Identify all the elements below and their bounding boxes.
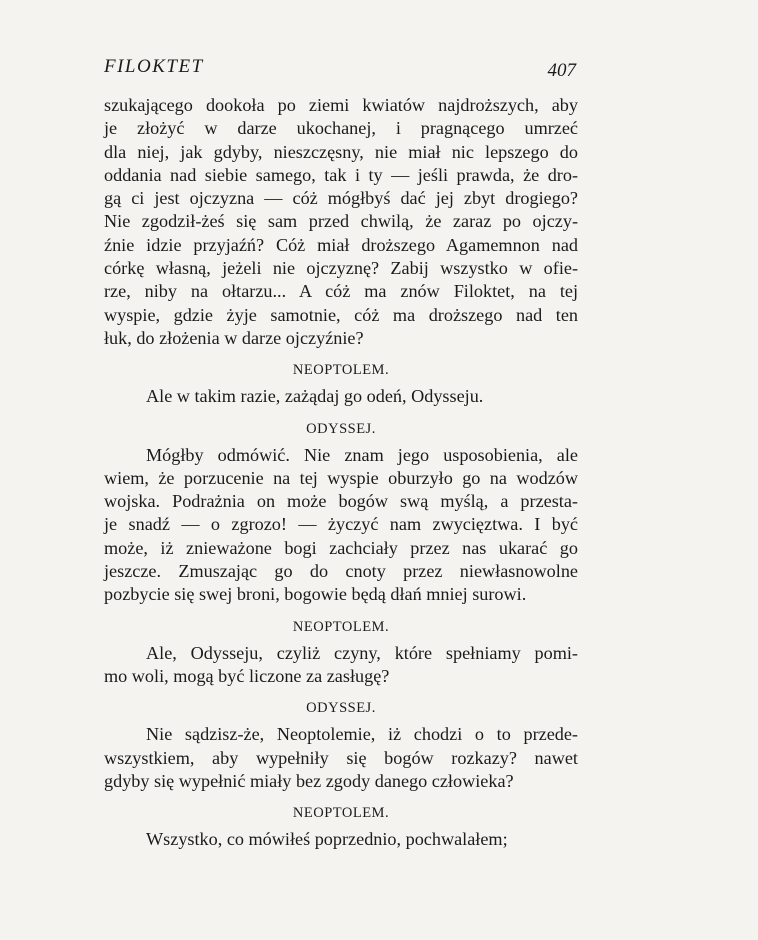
text-line: Mógłby odmówić. Nie znam jego usposobienia, ale	[146, 444, 578, 465]
text-block	[104, 94, 578, 851]
paragraph	[104, 94, 578, 350]
text-line: Nie zgodził-żeś się sam przed chwilą, że zaraz po ojczy-	[104, 211, 578, 232]
text-line: je snadź — o zgrozo! — życzyć nam zwycięztwa. I być	[104, 514, 578, 535]
text-line: dla niej, jak gdyby, nieszczęsny, nie miał nic lepszego do	[104, 141, 578, 162]
speaker-heading: NEOPTOLEM.	[292, 805, 390, 822]
text-line: mo woli, mogą być liczone za zasługę?	[104, 665, 390, 686]
paragraph	[104, 444, 578, 607]
text-line: oddania nad siebie samego, tak i ty — jeśli prawda, że dro-	[104, 164, 578, 185]
text-line: gdyby się wypełnić miały bez zgody danego człowieka?	[104, 770, 514, 791]
paragraph	[104, 642, 578, 689]
text-line: jeszcze. Zmuszając go do cnoty przez niewłasnowolne	[104, 561, 578, 582]
speaker-heading: ODYSSEJ.	[306, 700, 376, 717]
paragraph	[104, 828, 578, 851]
text-line: wyspie, gdzie żyje samotnie, cóż ma droższego nad ten	[104, 304, 578, 325]
text-line: wiem, że porzucenie na tej wyspie oburzyło go na wodzów	[104, 467, 578, 488]
running-head	[104, 56, 578, 84]
text-line: źnie idzie przyjaźń? Cóż miał droższego Agamemnon nad	[104, 234, 578, 255]
text-line: gą ci jest ojczyzna — cóż mógłbyś dać jej zbyt drogiego?	[104, 188, 578, 209]
text-line: łuk, do złożenia w darze ojczyźnie?	[104, 327, 364, 348]
text-line: szukającego dookoła po ziemi kwiatów najdroższych, aby	[104, 95, 578, 115]
page-number: 407	[547, 60, 576, 81]
speaker-heading: ODYSSEJ.	[306, 420, 376, 437]
text-line: Wszystko, co mówiłeś poprzednio, pochwalałem;	[146, 829, 508, 850]
paragraph	[104, 385, 578, 408]
text-line: córkę własną, jeżeli nie ojczyznę? Zabij wszystko w ofie-	[104, 258, 578, 279]
text-line: wszystkiem, aby wypełniły się bogów rozkazy? nawet	[104, 747, 578, 768]
text-line: rze, niby na ołtarzu... A cóż ma znów Filoktet, na tej	[104, 281, 578, 302]
text-line: może, iż znieważone bogi zachciały przez nas ukarać go	[104, 537, 578, 558]
text-line: Ale w takim razie, zażądaj go odeń, Odysseju.	[146, 386, 484, 407]
text-line: je złożyć w darze ukochanej, i pragnącego umrzeć	[104, 118, 578, 139]
speaker-heading: NEOPTOLEM.	[292, 362, 390, 379]
paragraph	[104, 723, 578, 793]
text-line: wojska. Podrażnia on może bogów swą myślą, a przesta-	[104, 491, 578, 512]
running-title: FILOKTET	[104, 56, 204, 77]
text-line: Ale, Odysseju, czyliż czyny, które spełniamy pomi-	[146, 642, 578, 663]
text-line: pozbycie się swej broni, bogowie będą dłań mniej surowi.	[104, 584, 527, 605]
text-line: Nie sądzisz-że, Neoptolemie, iż chodzi o to przede-	[146, 724, 578, 745]
speaker-heading: NEOPTOLEM.	[292, 618, 390, 635]
